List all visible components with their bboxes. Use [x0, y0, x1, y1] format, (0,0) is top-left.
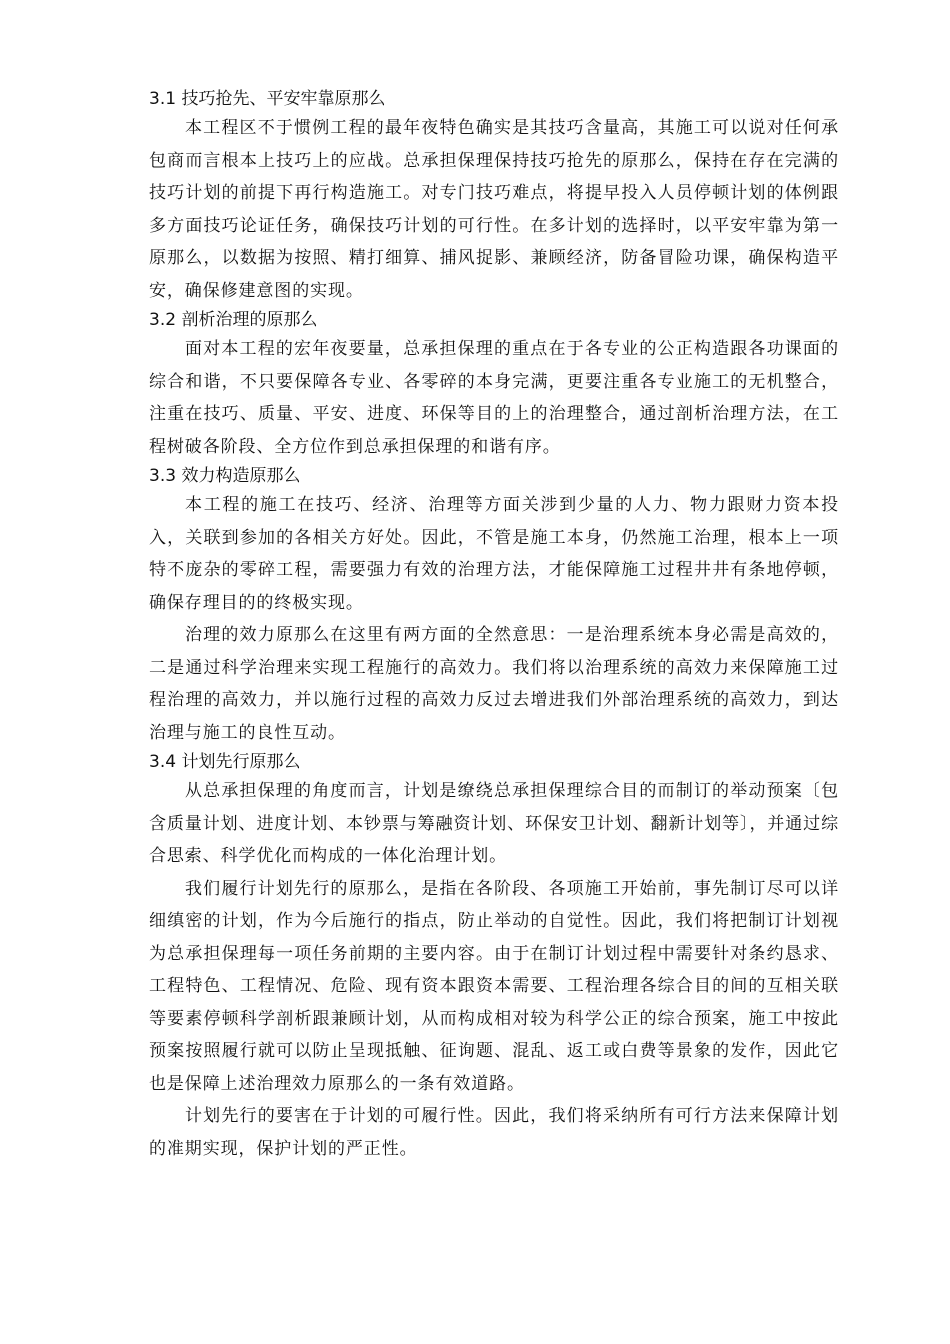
paragraph: 面对本工程的宏年夜要量，总承担保理的重点在于各专业的公正构造跟各功课面的综合和谐，不只要保障各专业、各零碎的本身完满，更要注重各专业施工的无机整合，注重在技巧、质量、平安、进度、环保等目的上的治理整合，通过剖析治理方法，在工程树破各阶段、全方位作到总承担保理的和谐有序。: [149, 339, 839, 457]
paragraph: 本工程区不于惯例工程的最年夜特色确实是其技巧含量高，其施工可以说对任何承包商而言根本上技巧上的应战。总承担保理保持技巧抢先的原那么，保持在存在完满的技巧计划的前提下再行构造施工。对专门技巧难点，将提早投入人员停顿计划的体例跟多方面技巧论证任务，确保技巧计划的可行性。在多计划的选择时，以平安牢靠为第一原那么，以数据为按照、精打细算、捕风捉影、兼顾经济，防备冒险功课，确保构造平安，确保修建意图的实现。: [149, 118, 839, 301]
section-3-4: [149, 749, 839, 1165]
section-3-2: [149, 307, 839, 463]
paragraph: 治理的效力原那么在这里有两方面的全然意思：一是治理系统本身必需是高效的，二是通过科学治理来实现工程施行的高效力。我们将以治理系统的高效力来保障施工过程治理的高效力，并以施行过程的高效力反过去增进我们外部治理系统的高效力，到达治理与施工的良性互动。: [149, 625, 839, 743]
paragraph: 从总承担保理的角度而言，计划是缭绕总承担保理综合目的而制订的举动预案〔包含质量计划、进度计划、本钞票与筹融资计划、环保安卫计划、翻新计划等〕，并通过综合思索、科学优化而构成的一体化治理计划。: [149, 781, 839, 866]
document-body: [149, 86, 839, 1165]
section-heading: 3.2 剖析治理的原那么: [149, 310, 318, 330]
section-3-1: [149, 86, 839, 307]
paragraph: 我们履行计划先行的原那么，是指在各阶段、各项施工开始前，事先制订尽可以详细缜密的计划，作为今后施行的指点，防止举动的自觉性。因此，我们将把制订计划视为总承担保理每一项任务前期的主要内容。由于在制订计划过程中需要针对条约恳求、工程特色、工程情况、危险、现有资本跟资本需要、工程治理各综合目的间的互相关联等要素停顿科学剖析跟兼顾计划，从而构成相对较为科学公正的综合预案，施工中按此预案按照履行就可以防止呈现抵触、征询题、混乱、返工或白费等景象的发作，因此它也是保障上述治理效力原那么的一条有效道路。: [149, 878, 839, 1094]
paragraph: 计划先行的要害在于计划的可履行性。因此，我们将采纳所有可行方法来保障计划的准期实现，保护计划的严正性。: [149, 1106, 839, 1159]
paragraph: 本工程的施工在技巧、经济、治理等方面关涉到少量的人力、物力跟财力资本投入，关联到参加的各相关方好处。因此，不管是施工本身，仍然施工治理，根本上一项特不庞杂的零碎工程，需要强力有效的治理方法，才能保障施工过程井井有条地停顿，确保存理目的的终极实现。: [149, 495, 839, 613]
section-heading: 3.4 计划先行原那么: [149, 752, 301, 772]
section-heading: 3.3 效力构造原那么: [149, 466, 301, 486]
section-3-3: [149, 463, 839, 749]
section-heading: 3.1 技巧抢先、平安牢靠原那么: [149, 89, 386, 109]
